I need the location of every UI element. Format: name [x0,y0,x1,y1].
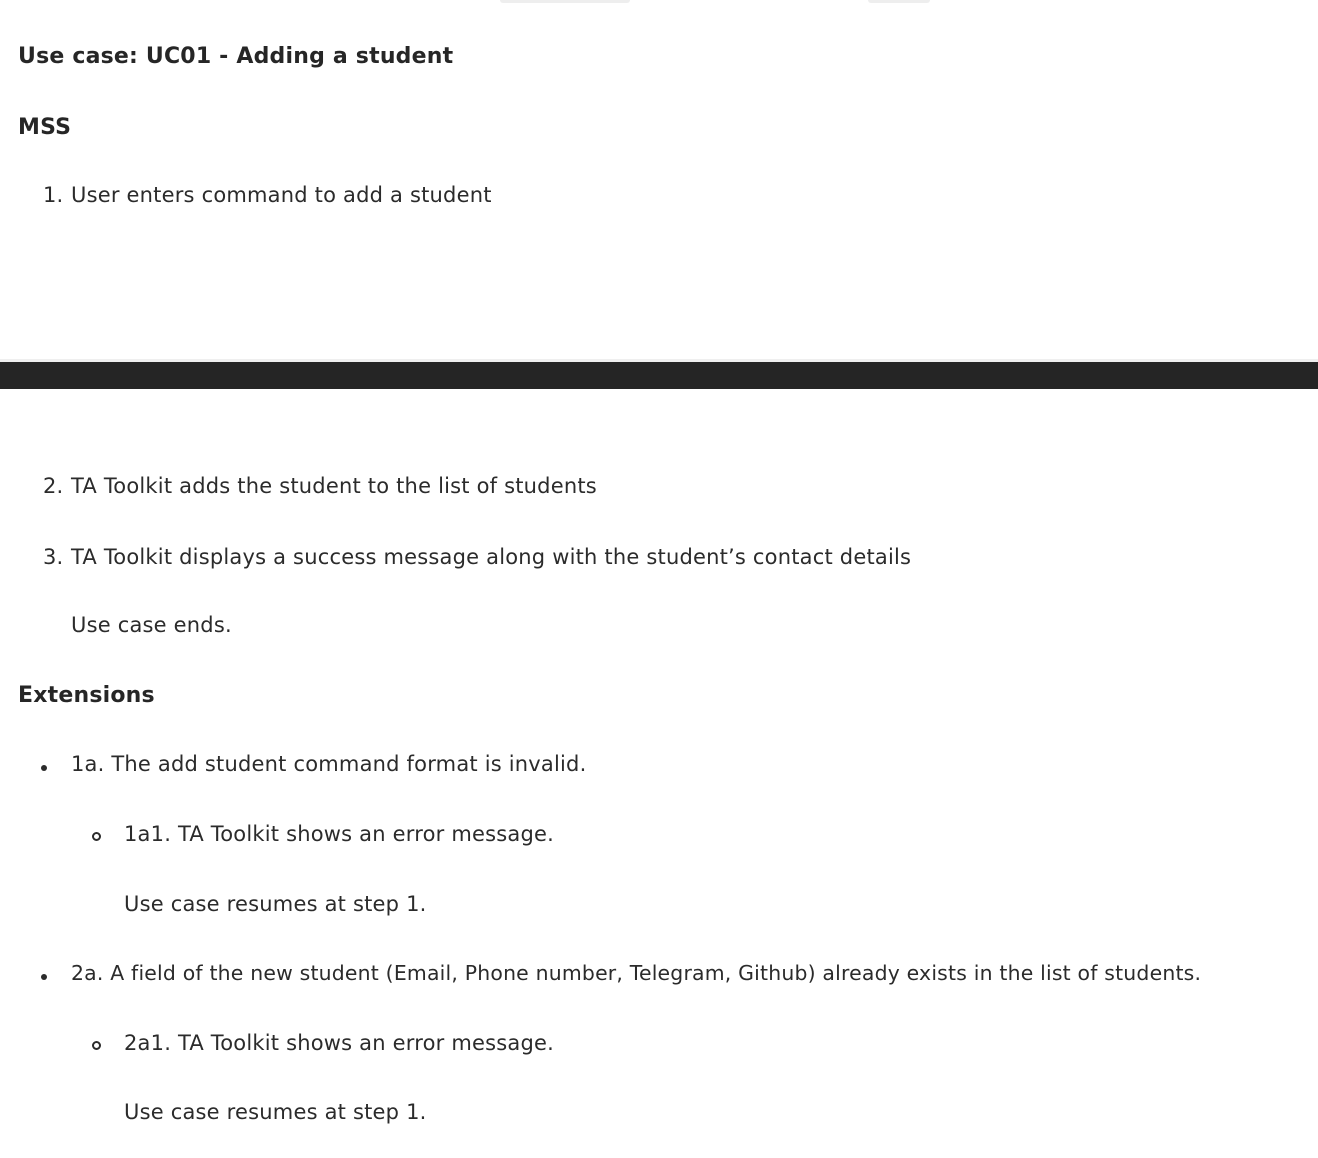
inline-code-chip [500,0,630,3]
step-number: 1. [43,183,64,207]
step-number: 3. [43,545,64,569]
bullet-circle-icon [92,1041,101,1050]
extension-note: Use case resumes at step 1. [124,892,427,916]
end-note: Use case ends. [71,613,232,637]
inline-code-chip [868,0,930,3]
extension-note: Use case resumes at step 1. [124,1100,427,1124]
bullet-disc-icon [41,765,47,771]
mss-heading: MSS [18,115,72,140]
bullet-circle-icon [92,832,101,841]
use-case-title: Use case: UC01 - Adding a student [18,44,454,69]
extension-subitem: 2a1. TA Toolkit shows an error message. [124,1031,554,1055]
extension-item: 1a. The add student command format is invalid. [71,752,587,776]
bullet-disc-icon [41,974,47,980]
step-text: User enters command to add a student [71,183,492,207]
step-text: TA Toolkit adds the student to the list of students [71,474,597,498]
previous-content-edge [0,0,1318,4]
extension-subitem: 1a1. TA Toolkit shows an error message. [124,822,554,846]
step-text: TA Toolkit displays a success message along with the student’s contact details [71,545,912,569]
page-break-band [0,362,1318,389]
step-number: 2. [43,474,64,498]
extension-item: 2a. A field of the new student (Email, Phone number, Telegram, Github) already exists in the list of students. [71,961,1202,985]
extensions-heading: Extensions [18,683,155,708]
